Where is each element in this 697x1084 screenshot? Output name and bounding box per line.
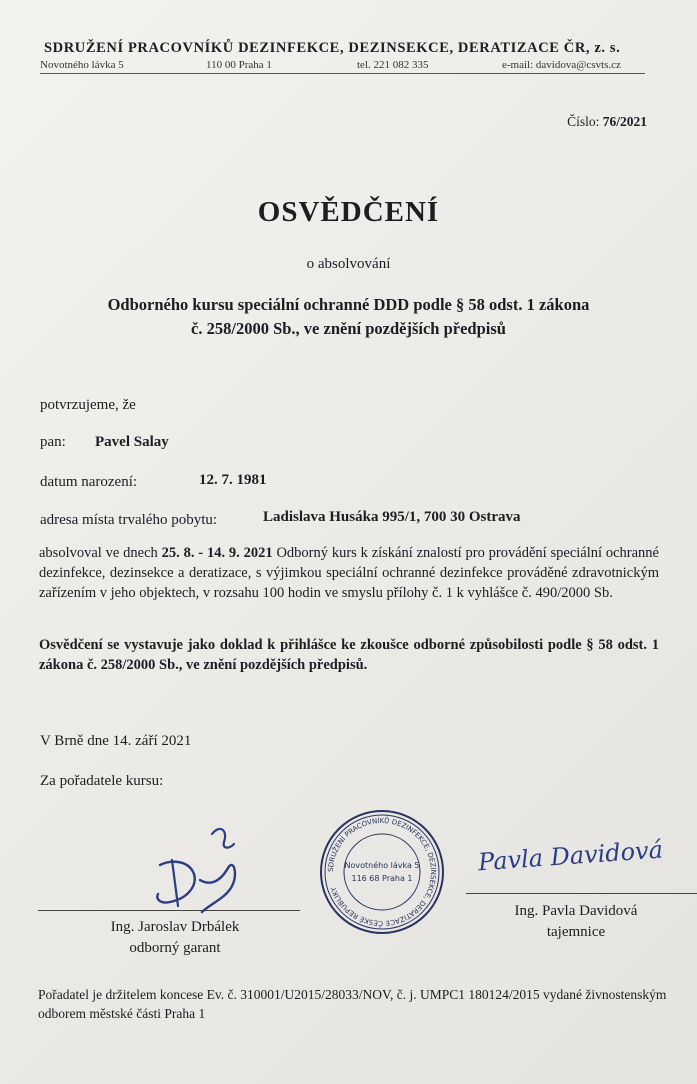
- stamp-ring-text: SDRUŽENÍ PRACOVNÍKŮ DEZINFEKCE, DEZINSEKCE, DERATIZACE ČESKÉ REPUBLIKY: [326, 816, 438, 928]
- header-city: 110 00 Praha 1: [206, 59, 272, 71]
- course-line-2: č. 258/2000 Sb., ve znění pozdějších předpisů: [191, 319, 506, 338]
- birth-date: 12. 7. 1981: [199, 472, 267, 488]
- signatory-left-role: odborný garant: [129, 940, 221, 956]
- stamp-line-1: Novotného lávka 5: [344, 861, 420, 870]
- stamp-line-2: 116 68 Praha 1: [351, 874, 413, 883]
- subtitle: o absolvování: [306, 256, 391, 272]
- document-number-label: Číslo:: [567, 114, 600, 129]
- signature-line-right: [466, 893, 697, 894]
- license-footer: Pořadatel je držitelem koncese Ev. č. 310001/U2015/28033/NOV, č. j. UMPC1 180124/2015 vydané živnostenským odborem městské části Praha 1: [38, 987, 667, 1021]
- address-label: adresa místa trvalého pobytu:: [40, 512, 218, 528]
- signatory-left-name: Ing. Jaroslav Drbálek: [110, 919, 240, 935]
- completion-intro: absolvoval ve dnech: [39, 545, 158, 561]
- course-completion-paragraph: [39, 543, 659, 603]
- title-label: pan:: [40, 434, 66, 450]
- header-phone: tel. 221 082 335: [357, 59, 429, 71]
- signatory-right-name: Ing. Pavla Davidová: [514, 903, 638, 919]
- organizer-label: Za pořadatele kursu:: [40, 773, 164, 789]
- organization-name: SDRUŽENÍ PRACOVNÍKŮ DEZINFEKCE, DEZINSEKCE, DERATIZACE ČR, z. s.: [44, 40, 621, 56]
- document-number-value: 76/2021: [602, 114, 647, 129]
- header-email: e-mail: davidova@csvts.cz: [502, 59, 621, 71]
- certificate-statement: Osvědčení se vystavuje jako doklad k přihlášce ke zkoušce odborné způsobilosti podle § 58 odst. 1 zákona č. 258/2000 Sb., ve znění pozdějších předpisů.: [39, 637, 659, 673]
- organization-stamp: [318, 808, 446, 936]
- page-title: OSVĚDČENÍ: [257, 196, 440, 228]
- person-name: Pavel Salay: [95, 434, 169, 450]
- signatory-right-role: tajemnice: [546, 924, 606, 940]
- header-street: Novotného lávka 5: [40, 59, 124, 71]
- signatory-left: [70, 917, 280, 959]
- signature-line-left: [38, 910, 300, 911]
- signature-davidova: Pavla Davidová: [477, 835, 664, 877]
- svg-text:SDRUŽENÍ PRACOVNÍKŮ DEZINFEKCE: [327, 816, 437, 928]
- document-number: [567, 114, 647, 130]
- course-name: [0, 293, 697, 341]
- place-date: V Brně dne 14. září 2021: [40, 733, 192, 749]
- course-line-1: Odborného kursu speciální ochranné DDD podle § 58 odst. 1 zákona: [107, 295, 590, 314]
- header-divider: [40, 73, 645, 74]
- signature-drbalek: [140, 820, 280, 920]
- signatory-right: [496, 901, 656, 943]
- completion-details: Odborný kurs k získání znalostí pro provádění speciální ochranné dezinfekce, dezinsekce a deratizace, s výjimkou speciální ochranné dezinfekce prováděné zdravotnickým zařízením v jeho objektech, v rozsahu 100 hodin ve smyslu přílohy č. 1 k vyhlášce č. 490/2000 Sb.: [39, 545, 659, 601]
- birth-label: datum narození:: [40, 474, 138, 490]
- confirm-text: potvrzujeme, že: [40, 397, 136, 413]
- address-value: Ladislava Husáka 995/1, 700 30 Ostrava: [263, 509, 521, 525]
- course-dates: 25. 8. - 14. 9. 2021: [161, 545, 273, 561]
